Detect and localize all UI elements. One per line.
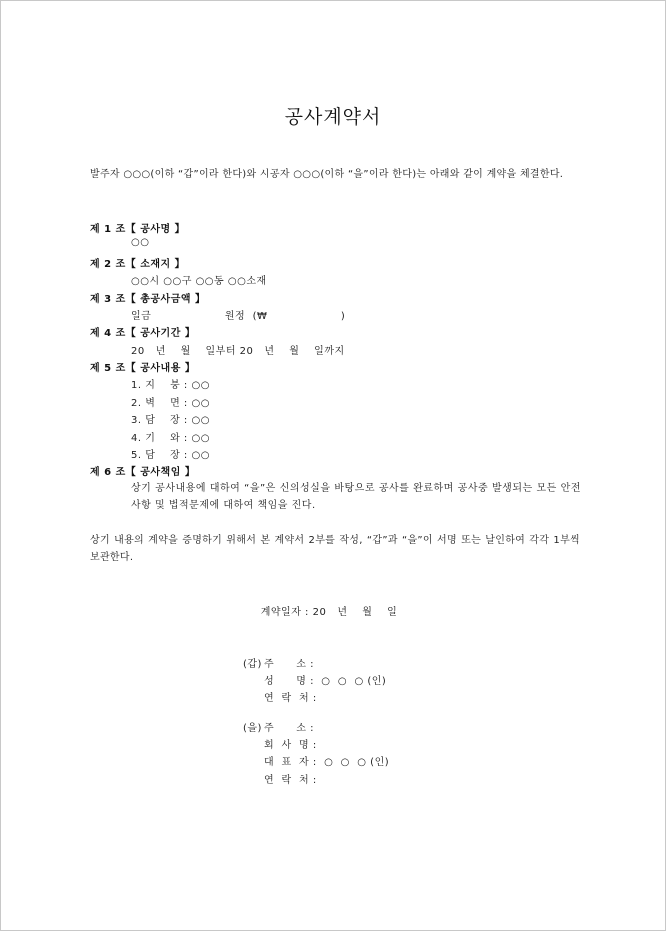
article-1-line: ○○ <box>131 237 150 248</box>
article-5-line-1: 1. 지 붕 : ○○ <box>131 380 210 391</box>
article-6-text: 상기 공사내용에 대하여 “을”은 신의성실을 바탕으로 공사를 완료하며 공사중 발생되는 모든 안전사항 및 법적문제에 대하여 책임을 진다. <box>131 483 581 511</box>
article-5-line-2: 2. 벽 면 : ○○ <box>131 398 210 409</box>
party-b-representative: 대 표 자 : ○ ○ ○ (인) <box>264 757 390 768</box>
document-title: 공사계약서 <box>284 106 382 128</box>
article-2-line: ○○시 ○○구 ○○동 ○○소재 <box>131 276 267 287</box>
article-3-heading: 제 3 조【 총공사금액 】 <box>90 294 206 305</box>
article-3-line: 일금 원정 (₩ ) <box>131 311 346 322</box>
intro-paragraph: 발주자 ○○○(이하 “갑”이라 한다)와 시공자 ○○○(이하 “을”이라 한다)는 아래와 같이 계약을 체결한다. <box>90 169 564 180</box>
party-b-contact: 연 락 처 : <box>264 775 317 786</box>
article-4-heading: 제 4 조【 공사기간 】 <box>90 328 196 339</box>
party-b-address: 주 소 : <box>264 723 314 734</box>
party-a-contact: 연 락 처 : <box>264 693 317 704</box>
article-2-heading: 제 2 조【 소재지 】 <box>90 259 186 270</box>
contract-date: 계약일자 : 20 년 월 일 <box>260 607 398 618</box>
article-5-line-4: 4. 기 와 : ○○ <box>131 433 210 444</box>
article-1-heading: 제 1 조【 공사명 】 <box>90 224 186 235</box>
article-5-line-5: 5. 담 장 : ○○ <box>131 450 210 461</box>
article-5-line-3: 3. 담 장 : ○○ <box>131 415 210 426</box>
article-5-heading: 제 5 조【 공사내용 】 <box>90 363 196 374</box>
party-a-name: 성 명 : ○ ○ ○ (인) <box>264 676 387 687</box>
party-b-company: 회 사 명 : <box>264 740 317 751</box>
article-4-line: 20 년 월 일부터 20 년 월 일까지 <box>131 346 345 357</box>
closing-paragraph: 상기 내용의 계약을 증명하기 위해서 본 계약서 2부를 작성, “갑”과 “을”이 서명 또는 날인하여 각각 1부씩 보관한다. <box>90 535 580 563</box>
party-a-label: (갑) <box>243 659 262 670</box>
article-6-heading: 제 6 조【 공사책임 】 <box>90 467 196 478</box>
party-a-address: 주 소 : <box>264 659 314 670</box>
party-b-label: (을) <box>243 723 262 734</box>
